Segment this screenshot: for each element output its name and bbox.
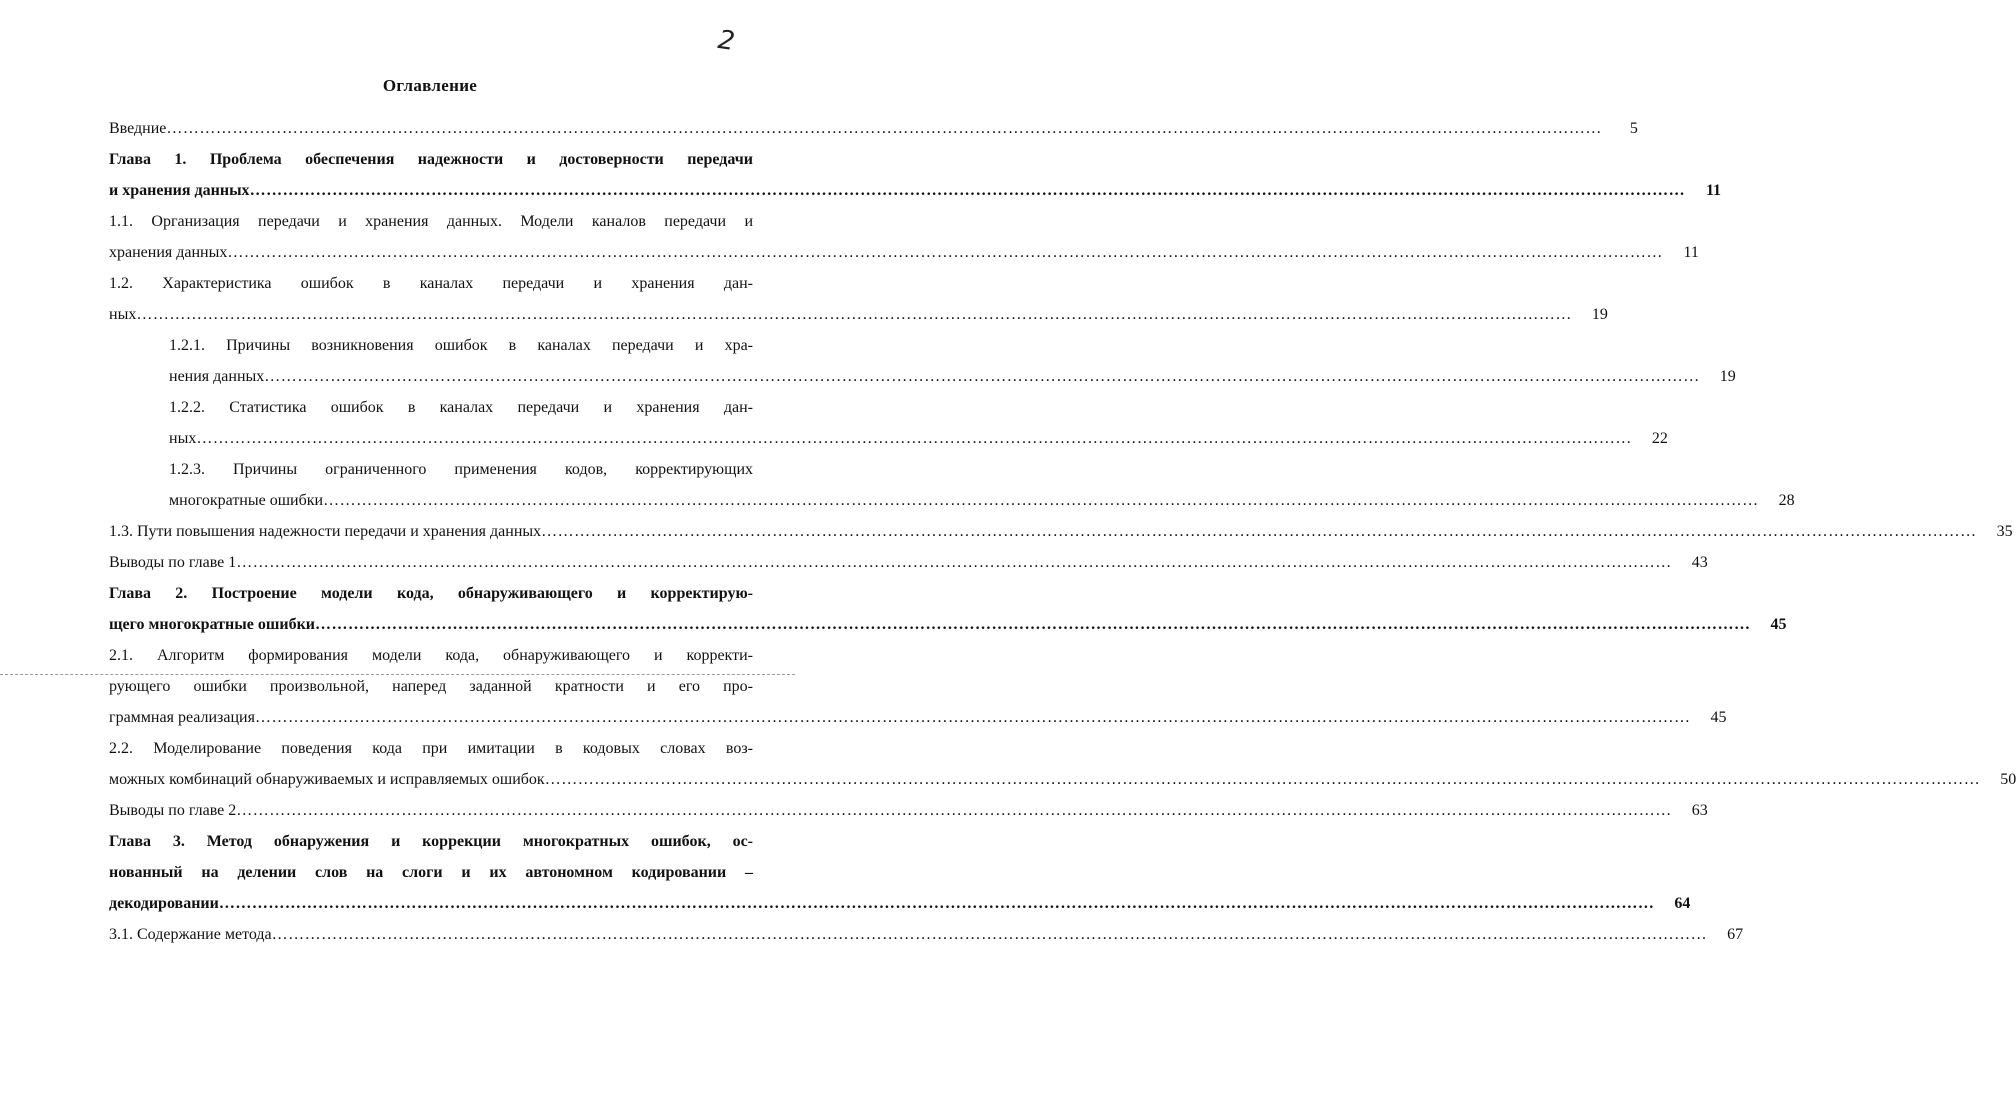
page-ref: 45 (1710, 709, 1727, 726)
toc-title: Оглавление (382, 76, 478, 95)
toc-entry-2-2: 2.2. Моделирование поведения кода при имитации в кодовых словах воз- (109, 740, 753, 757)
toc-entry-chapter-3-cont: нованный на делении слов на слоги и их автономном кодировании – (109, 864, 753, 881)
page-ref: 11 (1705, 182, 1722, 199)
toc-entry-2-1-cont: рующего ошибки произвольной, наперед заданной кратности и его про- (109, 678, 753, 695)
page-ref: 43 (1691, 554, 1708, 571)
toc-entry-chapter-2-cont: щего многократные ошибки ……………………………………………………………………………………………………………………………………………………………………………………………………………………………………… 45 (109, 609, 753, 640)
handwritten-page-number: 2 (715, 24, 737, 58)
toc-entry-chapter-1: Глава 1. Проблема обеспечения надежности и достоверности передачи (109, 151, 753, 168)
page-ref: 63 (1691, 802, 1708, 819)
page-ref: 19 (1719, 368, 1736, 385)
toc-entry-1-2-3: 1.2.3. Причины ограниченного применения кодов, корректирующих (169, 461, 753, 478)
toc-entry-3-1: 3.1. Содержание метода ……………………………………………………………………………………………………………………………………………………………………………………………………………………………………… 67 (109, 919, 753, 950)
toc-entry-chapter-3-cont2: декодировании ……………………………………………………………………………………………………………………………………………………………………………………………………………………………………… 64 (109, 888, 753, 919)
toc-entry-conclusions-2: Выводы по главе 2 ……………………………………………………………………………………………………………………………………………………………………………………………………………………………………… 63 (109, 795, 753, 826)
page-ref: 19 (1591, 306, 1608, 323)
toc-entry-2-1: 2.1. Алгоритм формирования модели кода, обнаруживающего и корректи- (109, 647, 753, 664)
toc-entry-1-2-2: 1.2.2. Статистика ошибок в каналах передачи и хранения дан- (169, 399, 753, 416)
toc-entry-conclusions-1: Выводы по главе 1 ……………………………………………………………………………………………………………………………………………………………………………………………………………………………………… 43 (109, 547, 753, 578)
page-ref: 35 (1996, 523, 2013, 540)
toc-entry-1-3: 1.3. Пути повышения надежности передачи и хранения данных ……………………………………………………………………………………………………………………………………………………………………………………………………………………………………… 35 (109, 516, 753, 547)
table-of-contents (109, 113, 2016, 950)
page-ref: 45 (1770, 616, 1787, 633)
page-ref: 50 (2000, 771, 2016, 788)
page-ref: 5 (1629, 120, 1638, 137)
page-ref: 11 (1683, 244, 1699, 261)
toc-entry-1-1-cont: хранения данных ……………………………………………………………………………………………………………………………………………………………………………………………………………………………………… 11 (109, 237, 753, 268)
page-ref: 64 (1674, 895, 1691, 912)
toc-entry-1-2: 1.2. Характеристика ошибок в каналах передачи и хранения дан- (109, 275, 753, 292)
toc-entry-1-2-1-cont: нения данных ……………………………………………………………………………………………………………………………………………………………………………………………………………………………………… 19 (109, 361, 753, 392)
toc-entry-2-2-cont: можных комбинаций обнаруживаемых и исправляемых ошибок ……………………………………………………………………………………………………………………………………………………………………………………………………………………………………… 50 (109, 764, 753, 795)
page-ref: 28 (1778, 492, 1795, 509)
toc-entry-1-2-1: 1.2.1. Причины возникновения ошибок в каналах передачи и хра- (169, 337, 753, 354)
page-ref: 67 (1727, 926, 1744, 943)
toc-entry-chapter-2: Глава 2. Построение модели кода, обнаруживающего и корректирую- (109, 585, 753, 602)
toc-entry-1-2-2-cont: ных ……………………………………………………………………………………………………………………………………………………………………………………………………………………………………… 22 (109, 423, 753, 454)
toc-entry-intro: Введние ……………………………………………………………………………………………………………………………………………………………………………………………………………………………………… 5 (109, 113, 753, 144)
toc-entry-1-1: 1.1. Организация передачи и хранения данных. Модели каналов передачи и (109, 213, 753, 230)
toc-entry-chapter-1-cont: и хранения данных ……………………………………………………………………………………………………………………………………………………………………………………………………………………………………… 11 (109, 175, 753, 206)
toc-entry-1-2-3-cont: многократные ошибки ……………………………………………………………………………………………………………………………………………………………………………………………………………………………………… 28 (109, 485, 753, 516)
page-ref: 22 (1651, 430, 1668, 447)
toc-entry-1-2-cont: ных ……………………………………………………………………………………………………………………………………………………………………………………………………………………………………… 19 (109, 299, 753, 330)
toc-entry-chapter-3: Глава 3. Метод обнаружения и коррекции многократных ошибок, ос- (109, 833, 753, 850)
toc-entry-2-1-cont2: граммная реализация ……………………………………………………………………………………………………………………………………………………………………………………………………………………………………… 45 (109, 702, 753, 733)
